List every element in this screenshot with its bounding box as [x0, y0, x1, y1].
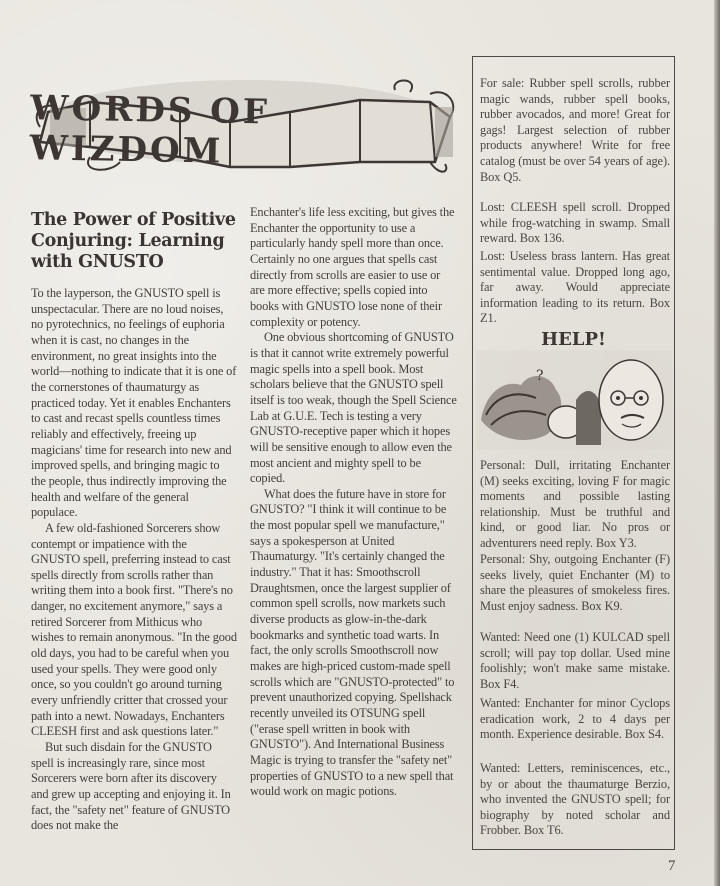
article-paragraph: To the layperson, the GNUSTO spell is unspectacular. There are no loud noises, no pyrotechnics, no feelings of euphoria when it is cast, no changes in the environment, no great insights into the world—nothing to indicate that it is one of the cornerstones of thaumaturgy as practiced today. Yet it enables Enchanters to cast and recast spells countless times reliably and effectively, freeing up magicians' time for research into new and improved spells, and bringing magic to the people, thus indirectly improving the health and welfare of the general populace. — [31, 286, 237, 520]
article-paragraph: A few old-fashioned Sorcerers show contempt or impatience with the GNUSTO spell, preferring instead to cast spells directly from scrolls rather than writing them into a book first. "There's no danger, no excitement anymore," says a retired Sorcerer from Mithicus who wishes to remain anonymous. "In the good old days, you had to be careful when you used your spells. They were good only once, so you couldn't go around turning every unfriendly critter that crossed your path into a newt. Nowadays, Enchanters CLEESH first and ask questions later." — [31, 520, 237, 739]
classified-ad: Personal: Dull, irritating Enchanter (M) seeks exciting, loving F for magic moments and possible lasting relationship. Must be truthful and kind, or good liar. No pros or adventurers need reply. Box Y3. — [480, 458, 670, 550]
banner-title: WORDS OF WIZDOM — [29, 88, 271, 172]
article-paragraph: What does the future have in store for GNUSTO? "I think it will continue to be the most popular spell we manufacture," says a spokesperson at United Thaumaturgy. "It's certainly changed the industry." That it has: Smoothscroll Draughtsmen, once the largest supplier of common spell scrolls, now markets such diverse products as glow-in-the-dark bookmarks and synthetic toad warts. In fact, the only scrolls Smoothscroll now makes are high-priced custom-made spell scrolls which are "GNUSTO-protected" to prevent unauthorized copying. Spellshack recently unveiled its OTSUNG spell ("erase spell written in book with GNUSTO"). And International Business Magic is trying to transfer the "safety net" properties of GNUSTO to a new spell that would work on magic potions. — [250, 486, 455, 799]
classified-ad: Lost: CLEESH spell scroll. Dropped while frog-watching in swamp. Small reward. Box 136. — [480, 200, 670, 246]
page-number: 7 — [668, 858, 676, 874]
article-paragraph: But such disdain for the GNUSTO spell is increasingly rare, since most Sorcerers were born after its discovery and grew up accepting and enjoying it. In fact, the "safety net" feature of GNUSTO does not make the — [31, 740, 231, 833]
article-title: The Power of Positive Conjuring: Learning with GNUSTO — [31, 210, 236, 272]
svg-text:?: ? — [536, 368, 544, 384]
classified-ad: Lost: Useless brass lantern. Has great sentimental value. Dropped long ago, far away. Would appreciate information leading to its return. Box Z1. — [480, 249, 670, 326]
classified-ad: Wanted: Enchanter for minor Cyclops eradication work, 2 to 4 days per month. Experience desirable. Box S4. — [480, 696, 670, 742]
confused-creature-and-bald-man-icon — [476, 350, 672, 450]
help-heading: HELP! — [541, 329, 606, 350]
help-illustration — [476, 350, 672, 450]
classified-ad: Personal: Shy, outgoing Enchanter (F) seeks lively, quiet Enchanter (M) to share the pleasures of smokeless fires. Must enjoy sadness. Box K9. — [480, 552, 670, 613]
page-edge-shadow — [714, 0, 720, 886]
classified-ad: For sale: Rubber spell scrolls, rubber magic wands, rubber spell books, rubber avocados, and more! Great for gags! Largest selection of rubber products anywhere! Write for free catalog (must be over 54 years of age). Box Q5. — [480, 76, 670, 184]
words-of-wizdom-banner — [30, 72, 460, 184]
classified-ad: Wanted: Need one (1) KULCAD spell scroll; will pay top dollar. Used mine foolishly; won't make same mistake. Box F4. — [480, 630, 670, 691]
article-paragraph: Enchanter's life less exciting, but gives the Enchanter the opportunity to use a particularly handy spell more than once. Certainly no one argues that spells cast directly from scrolls are easier to use or are more effective; spells copied into books with GNUSTO lose none of their complexity or potency. — [250, 205, 455, 329]
classified-ad: Wanted: Letters, reminiscences, etc., by or about the thaumaturge Berzio, who invented the GNUSTO spell; for biography by noted scholar and Frobber. Box T6. — [480, 761, 670, 838]
article-column-1 — [31, 286, 237, 834]
article-column-2 — [250, 205, 457, 800]
article-paragraph: One obvious shortcoming of GNUSTO is that it cannot write extremely powerful magic spells into a spell book. Most scholars believe that the GNUSTO spell itself is too weak, though the Spell Science Lab at G.U.E. Tech is testing a very GNUSTO-receptive paper which it hopes will be sensitive enough to allow even the most ancient and mighty spell to be copied. — [250, 330, 457, 486]
